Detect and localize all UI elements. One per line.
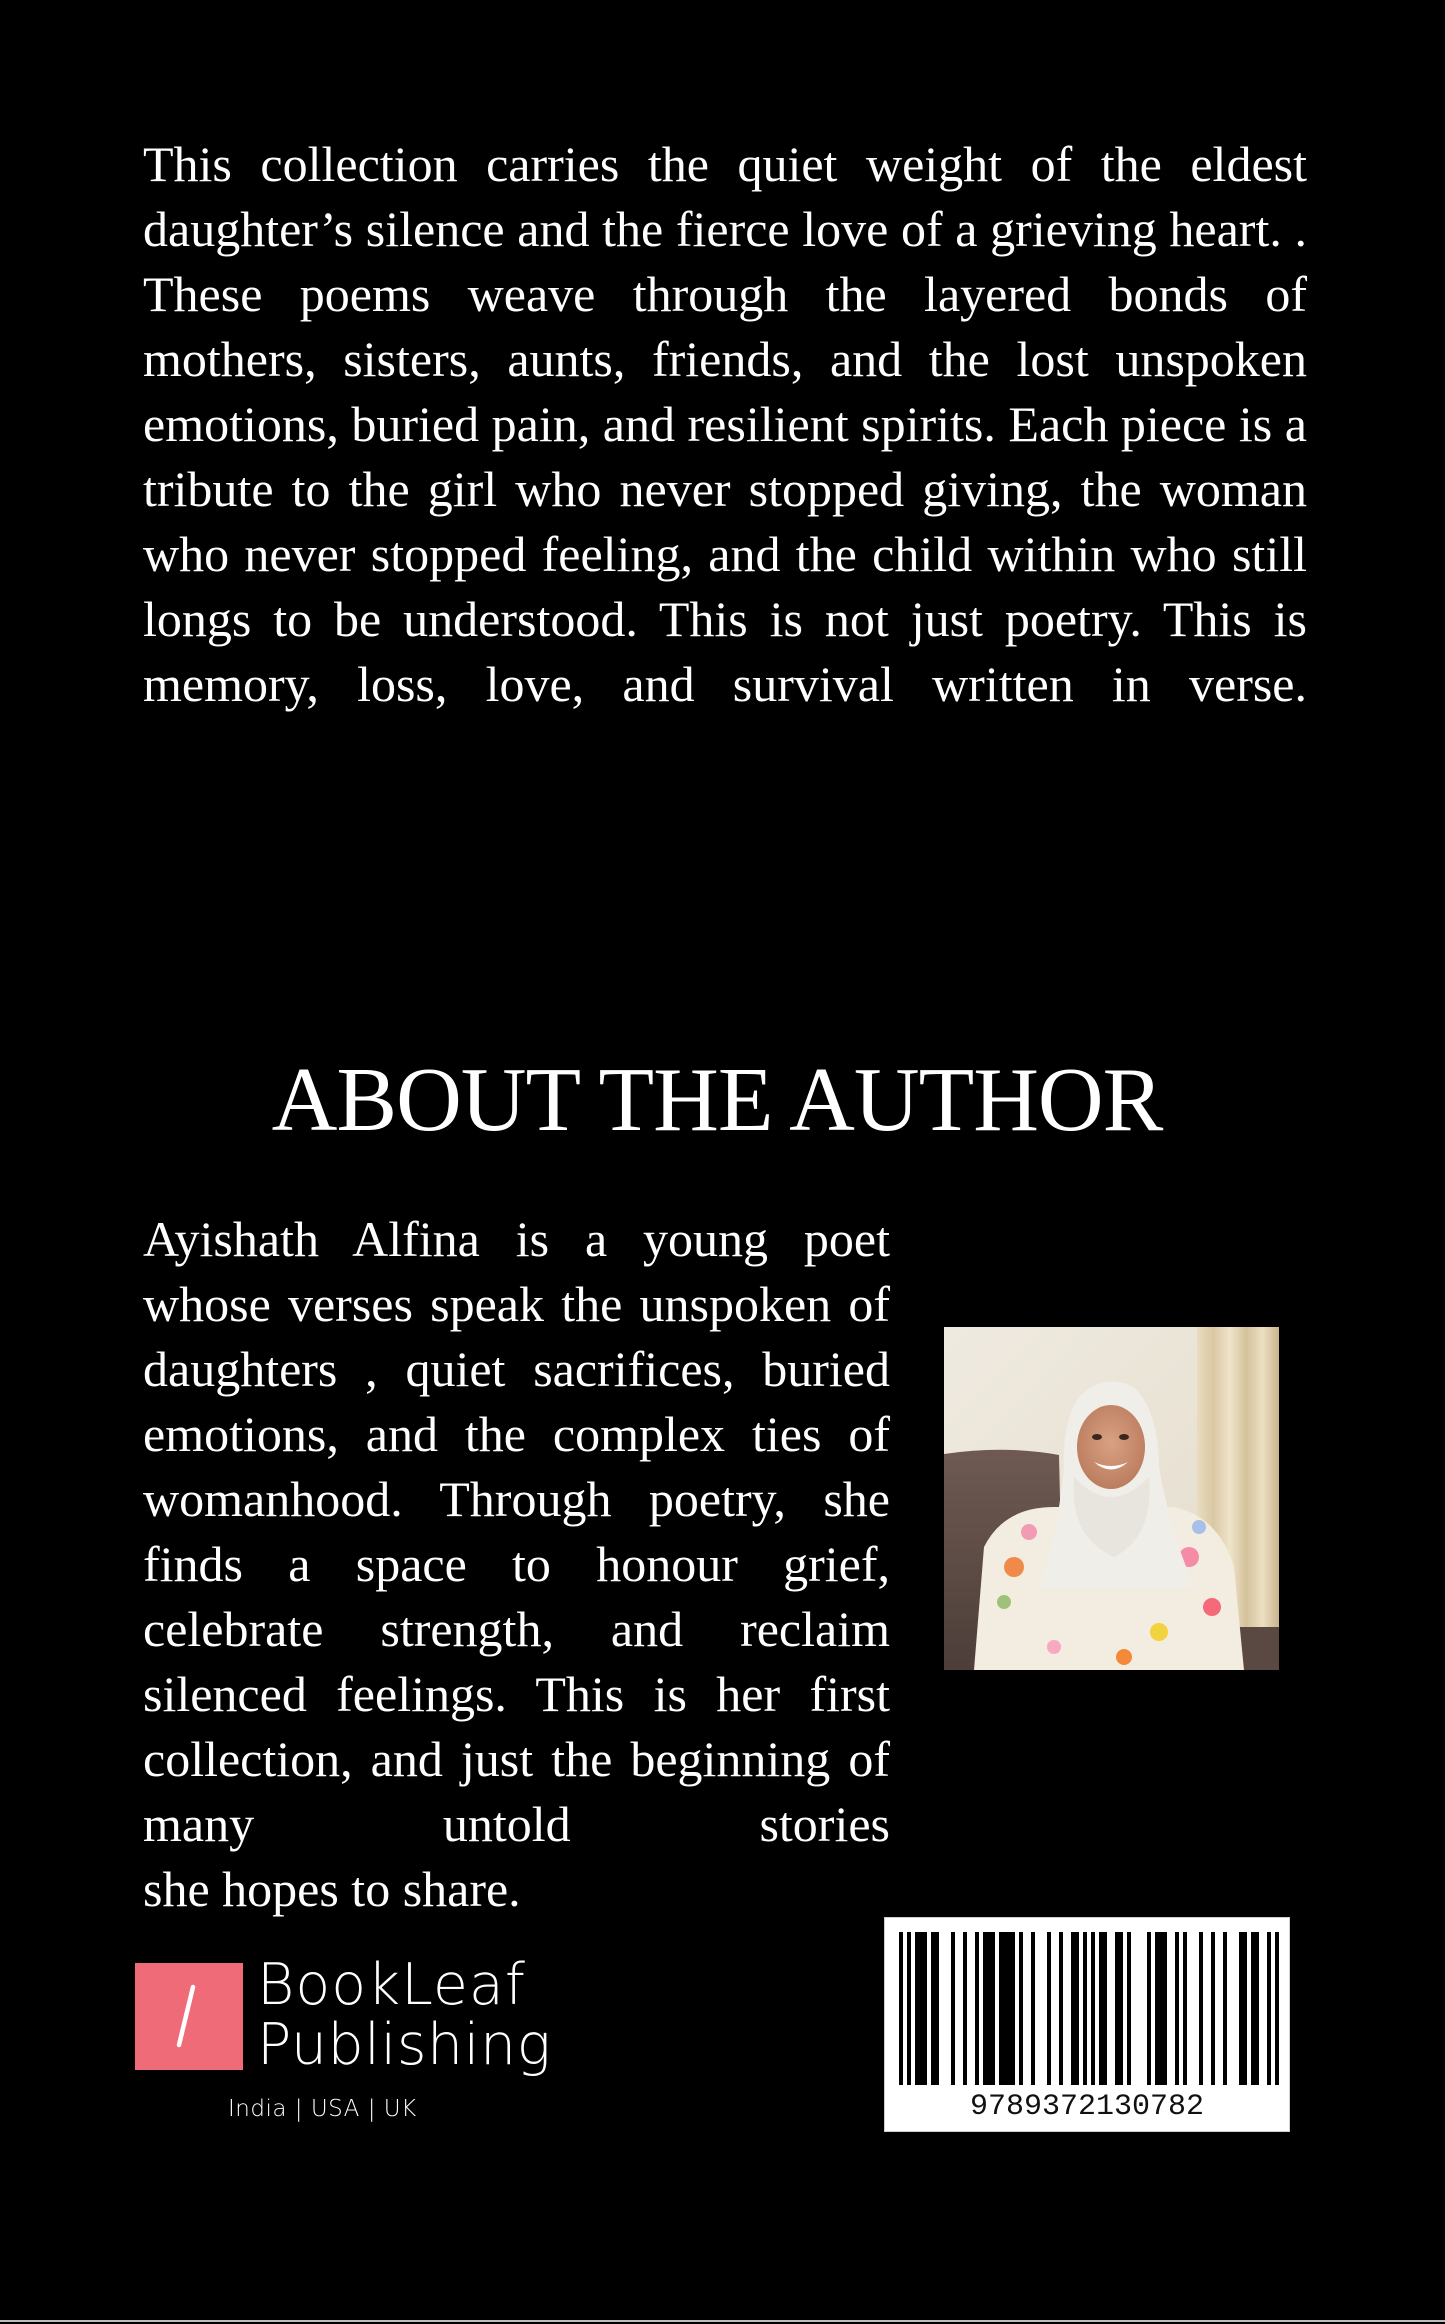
barcode-bar — [1083, 1932, 1087, 2085]
barcode-bar — [1155, 1932, 1167, 2085]
barcode-bar — [1019, 1932, 1023, 2085]
barcode-bar — [1223, 1932, 1227, 2085]
barcode-bar — [975, 1932, 979, 2085]
publisher-name — [257, 1952, 552, 2078]
barcode-bar — [999, 1932, 1015, 2085]
barcode-bar — [1091, 1932, 1095, 2085]
slash-icon — [135, 1963, 243, 2070]
bio-line: emotions, and the complex ties of — [143, 1406, 890, 1462]
barcode-bar — [1059, 1932, 1063, 2085]
bio-line: Ayishath Alfina is a young poet — [143, 1211, 890, 1267]
barcode-bar — [1175, 1932, 1179, 2085]
barcode-bar — [899, 1932, 903, 2085]
author-bio — [143, 1207, 890, 1922]
blurb-line: tribute to the girl who never stopped giving, the woman — [143, 461, 1307, 517]
blurb-line: mothers, sisters, aunts, friends, and the lost unspoken — [143, 331, 1307, 387]
barcode-bar — [1239, 1932, 1247, 2085]
blurb-line: This collection carries the quiet weight of the eldest — [143, 136, 1307, 192]
barcode-bar — [1183, 1932, 1187, 2085]
publisher-name-line2: Publishing — [257, 2012, 552, 2078]
bio-line: finds a space to honour grief, — [143, 1536, 890, 1592]
bio-line: daughters , quiet sacrifices, buried — [143, 1341, 890, 1397]
back-cover-blurb — [143, 132, 1307, 717]
barcode-bar — [915, 1932, 927, 2085]
barcode-bar — [1199, 1932, 1203, 2085]
blurb-line: who never stopped feeling, and the child within who still — [143, 526, 1307, 582]
barcode-bar — [1267, 1932, 1271, 2085]
barcode-bar — [1275, 1932, 1279, 2085]
blurb-line: daughter’s silence and the fierce love of a grieving heart. . — [143, 201, 1307, 257]
bio-line: whose verses speak the unspoken of — [143, 1276, 890, 1332]
barcode-bar — [931, 1932, 939, 2085]
barcode-bar — [1251, 1932, 1259, 2085]
bio-line: she hopes to share. — [143, 1861, 521, 1917]
isbn-number: 9789372130782 — [969, 2090, 1205, 2124]
blurb-line: memory, loss, love, and survival written in verse. — [143, 656, 1307, 712]
barcode-bar — [951, 1932, 955, 2085]
blurb-line: emotions, buried pain, and resilient spirits. Each piece is a — [143, 396, 1307, 452]
barcode-bar — [907, 1932, 911, 2085]
barcode-bar — [963, 1932, 967, 2085]
publisher-name-line1: BookLeaf — [257, 1952, 526, 2018]
barcode-bar — [1071, 1932, 1079, 2085]
blurb-line: longs to be understood. This is not just poetry. This is — [143, 591, 1307, 647]
barcode-bars — [899, 1932, 1279, 2085]
blurb-line: These poems weave through the layered bonds of — [143, 266, 1307, 322]
barcode-bar — [1211, 1932, 1215, 2085]
author-portrait-illustration — [944, 1327, 1279, 1670]
barcode-bar — [983, 1932, 995, 2085]
isbn-barcode — [884, 1917, 1290, 2132]
author-photo — [944, 1327, 1279, 1670]
bottom-edge-line — [0, 2320, 1445, 2322]
bio-line: many untold stories — [143, 1796, 890, 1852]
barcode-bar — [1127, 1932, 1131, 2085]
about-author-heading: ABOUT THE AUTHOR — [271, 1049, 1163, 1150]
bio-line: celebrate strength, and reclaim — [143, 1601, 890, 1657]
barcode-bar — [1031, 1932, 1035, 2085]
barcode-bar — [1147, 1932, 1151, 2085]
bio-line: womanhood. Through poetry, she — [143, 1471, 890, 1527]
barcode-bar — [1047, 1932, 1051, 2085]
bio-line: collection, and just the beginning of — [143, 1731, 890, 1787]
bio-line: silenced feelings. This is her first — [143, 1666, 890, 1722]
publisher-regions: India | USA | UK — [228, 2096, 417, 2122]
barcode-bar — [1099, 1932, 1107, 2085]
barcode-bar — [1115, 1932, 1123, 2085]
